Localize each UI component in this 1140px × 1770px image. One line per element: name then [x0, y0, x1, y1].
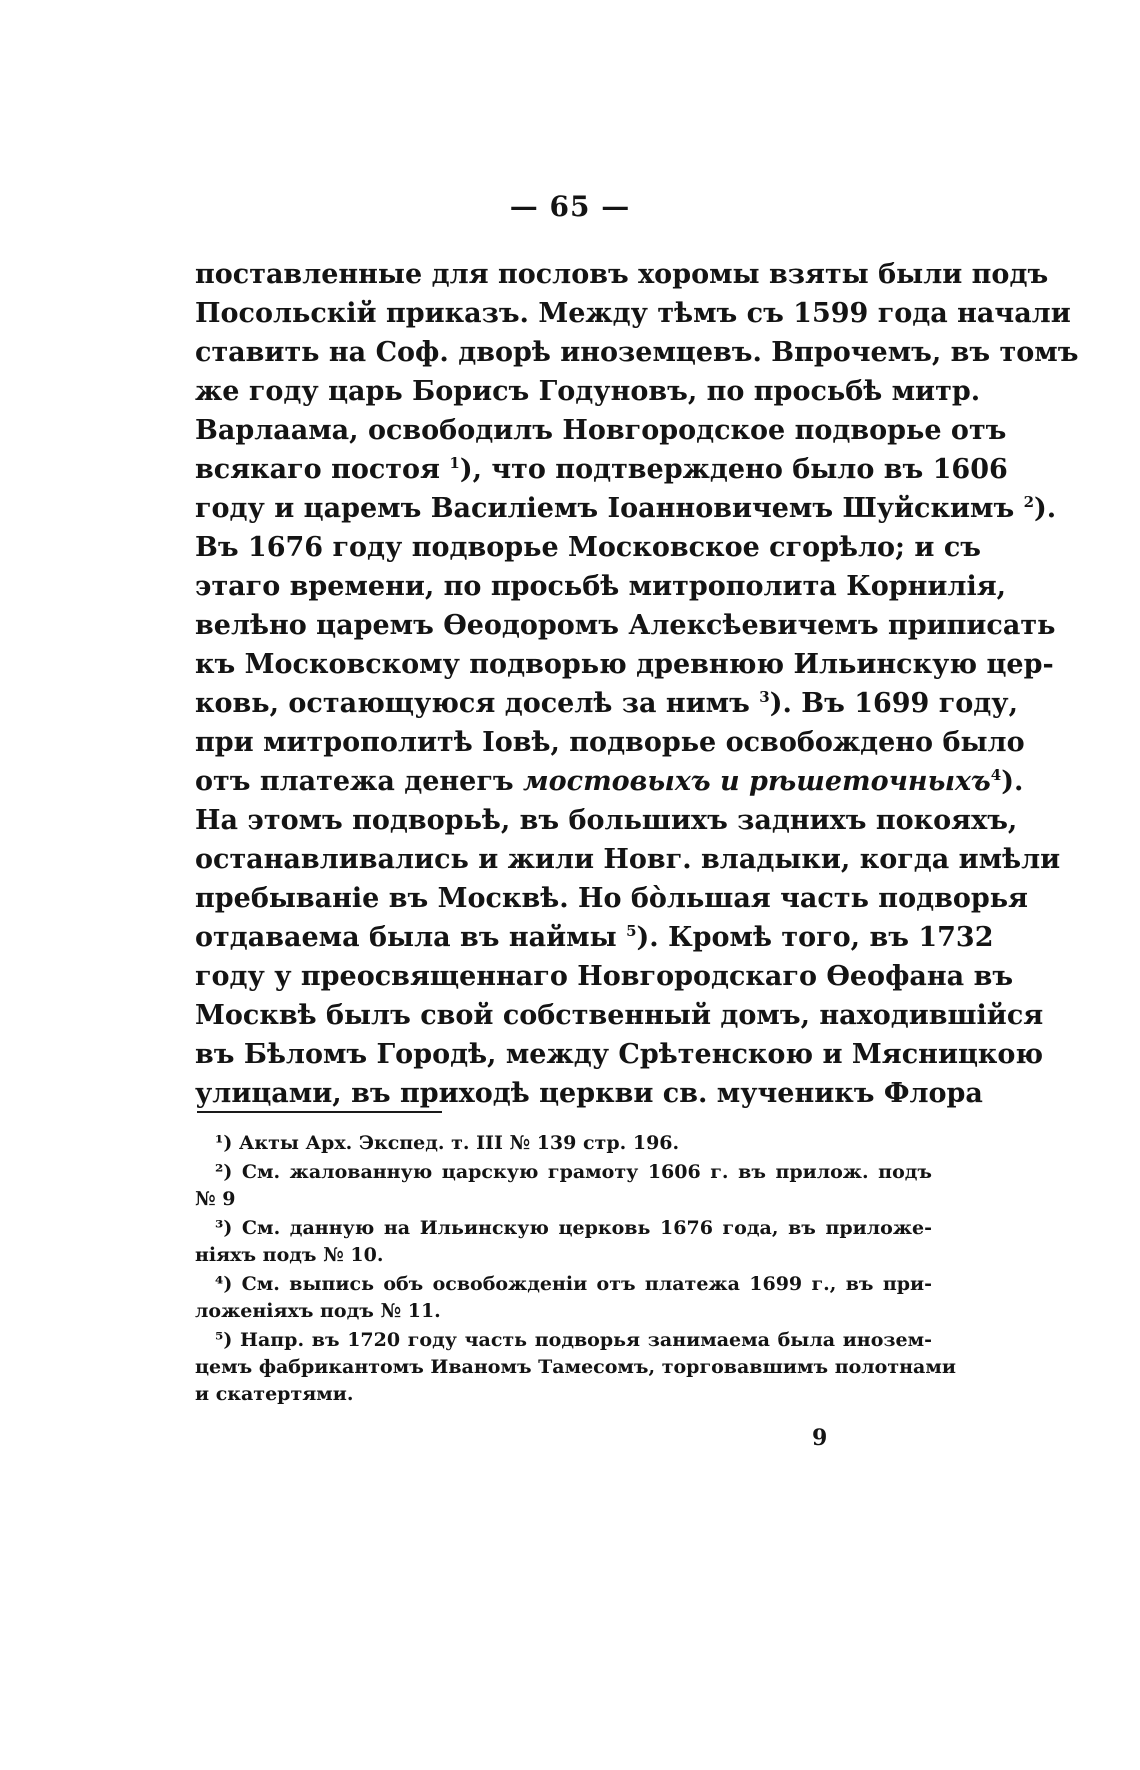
text-segment: ). Въ 1699 году, — [769, 688, 1018, 719]
text-line — [195, 528, 982, 567]
text-segment: Посольскій приказъ. Между тѣмъ съ 1599 года начали — [195, 298, 1071, 329]
footnote-separator — [197, 1111, 442, 1113]
signature-mark: 9 — [812, 1425, 828, 1451]
text-line — [195, 450, 1008, 489]
text-segment: этаго времени, по просьбѣ митрополита Корнилія, — [195, 571, 1007, 602]
footnote — [195, 1215, 932, 1269]
footnote-line: ніяхъ подъ № 10. — [195, 1244, 384, 1266]
footnote — [195, 1159, 932, 1213]
text-line — [195, 996, 1044, 1035]
text-segment: ставить на Соф. дворѣ иноземцевъ. Впрочемъ, въ томъ — [195, 337, 1079, 368]
text-line — [195, 567, 1007, 606]
text-segment: велѣно царемъ Ѳеодоромъ Алексѣевичемъ приписать — [195, 610, 1056, 641]
text-line — [195, 762, 1024, 801]
text-segment: На этомъ подворьѣ, въ большихъ заднихъ покояхъ, — [195, 805, 1018, 836]
text-line — [195, 489, 1057, 528]
footnotes — [195, 1130, 956, 1410]
footnote-marker: 4 — [990, 766, 1002, 784]
footnote-marker: 2 — [1023, 493, 1035, 511]
text-segment: всякаго постоя — [195, 454, 450, 485]
text-line — [195, 801, 1018, 840]
text-line — [195, 294, 1071, 333]
italic-phrase: мостовыхъ и рѣшеточныхъ — [522, 766, 991, 797]
footnote-marker: 3 — [759, 688, 770, 706]
text-segment: поставленные для пословъ хоромы взяты были подъ — [195, 259, 1049, 290]
footnote-line: и скатертями. — [195, 1383, 354, 1405]
text-segment: Москвѣ былъ свой собственный домъ, находившійся — [195, 1000, 1044, 1031]
text-segment: ). — [1034, 493, 1057, 524]
text-segment: ). Кромѣ того, въ 1732 — [636, 922, 994, 953]
text-segment: улицами, въ приходѣ церкви св. мученикъ Флора — [195, 1078, 983, 1109]
main-text — [195, 255, 1079, 1113]
text-line — [195, 333, 1079, 372]
text-segment: ). — [1001, 766, 1024, 797]
text-segment: при митрополитѣ Іовѣ, подворье освобождено было — [195, 727, 1025, 758]
page-number: — 65 — — [509, 190, 631, 223]
text-line — [195, 645, 1054, 684]
footnote-marker: 1 — [449, 454, 460, 472]
text-line — [195, 1035, 1044, 1074]
footnote-line: ⁴) См. выпись объ освобожденіи отъ платежа 1699 г., въ при- — [215, 1273, 932, 1295]
text-line — [195, 918, 994, 957]
text-segment: ковь, остающуюся доселѣ за нимъ — [195, 688, 760, 719]
text-segment: въ Бѣломъ Городѣ, между Срѣтенскою и Мясницкою — [195, 1039, 1044, 1070]
footnote-line: № 9 — [195, 1188, 236, 1210]
footnote — [195, 1271, 932, 1325]
text-segment: останавливались и жили Новг. владыки, когда имѣли — [195, 844, 1061, 875]
text-segment: году и царемъ Василіемъ Іоанновичемъ Шуйскимъ — [195, 493, 1024, 524]
footnote-line: ¹) Акты Арх. Экспед. т. III № 139 стр. 196. — [215, 1132, 680, 1154]
text-segment: пребываніе въ Москвѣ. Но бо̀льшая часть подворья — [195, 883, 1028, 914]
text-segment: отдаваема была въ наймы — [195, 922, 627, 953]
text-segment: Въ 1676 году подворье Московское сгорѣло; и съ — [195, 532, 982, 563]
text-segment: же году царь Борисъ Годуновъ, по просьбѣ митр. — [195, 376, 981, 407]
footnote — [195, 1327, 956, 1408]
footnote-line: ложеніяхъ подъ № 11. — [195, 1300, 441, 1322]
text-line — [195, 1074, 983, 1113]
text-segment: ), что подтверждено было въ 1606 — [459, 454, 1008, 485]
text-line — [195, 255, 1049, 294]
text-segment: отъ платежа денегъ — [195, 766, 523, 797]
text-segment: къ Московскому подворью древнюю Ильинскую цер- — [195, 649, 1054, 680]
text-line — [195, 840, 1061, 879]
footnote-line: ³) См. данную на Ильинскую церковь 1676 года, въ приложе- — [215, 1217, 932, 1239]
text-line — [195, 606, 1056, 645]
text-segment: году у преосвященнаго Новгородскаго Ѳеофана въ — [195, 961, 1014, 992]
text-segment: Варлаама, освободилъ Новгородское подворье отъ — [195, 415, 1007, 446]
text-line — [195, 879, 1028, 918]
text-line — [195, 957, 1014, 996]
text-line — [195, 684, 1018, 723]
footnote-marker: 5 — [626, 922, 637, 940]
footnote-line: ²) См. жалованную царскую грамоту 1606 г. въ прилож. подъ — [215, 1161, 932, 1183]
text-line — [195, 723, 1025, 762]
text-line — [195, 372, 981, 411]
footnote-line: цемъ фабрикантомъ Иваномъ Тамесомъ, торговавшимъ полотнами — [195, 1356, 956, 1378]
text-line — [195, 411, 1007, 450]
footnote — [195, 1130, 932, 1157]
footnote-line: ⁵) Напр. въ 1720 году часть подворья занимаема была инозем- — [215, 1329, 932, 1351]
